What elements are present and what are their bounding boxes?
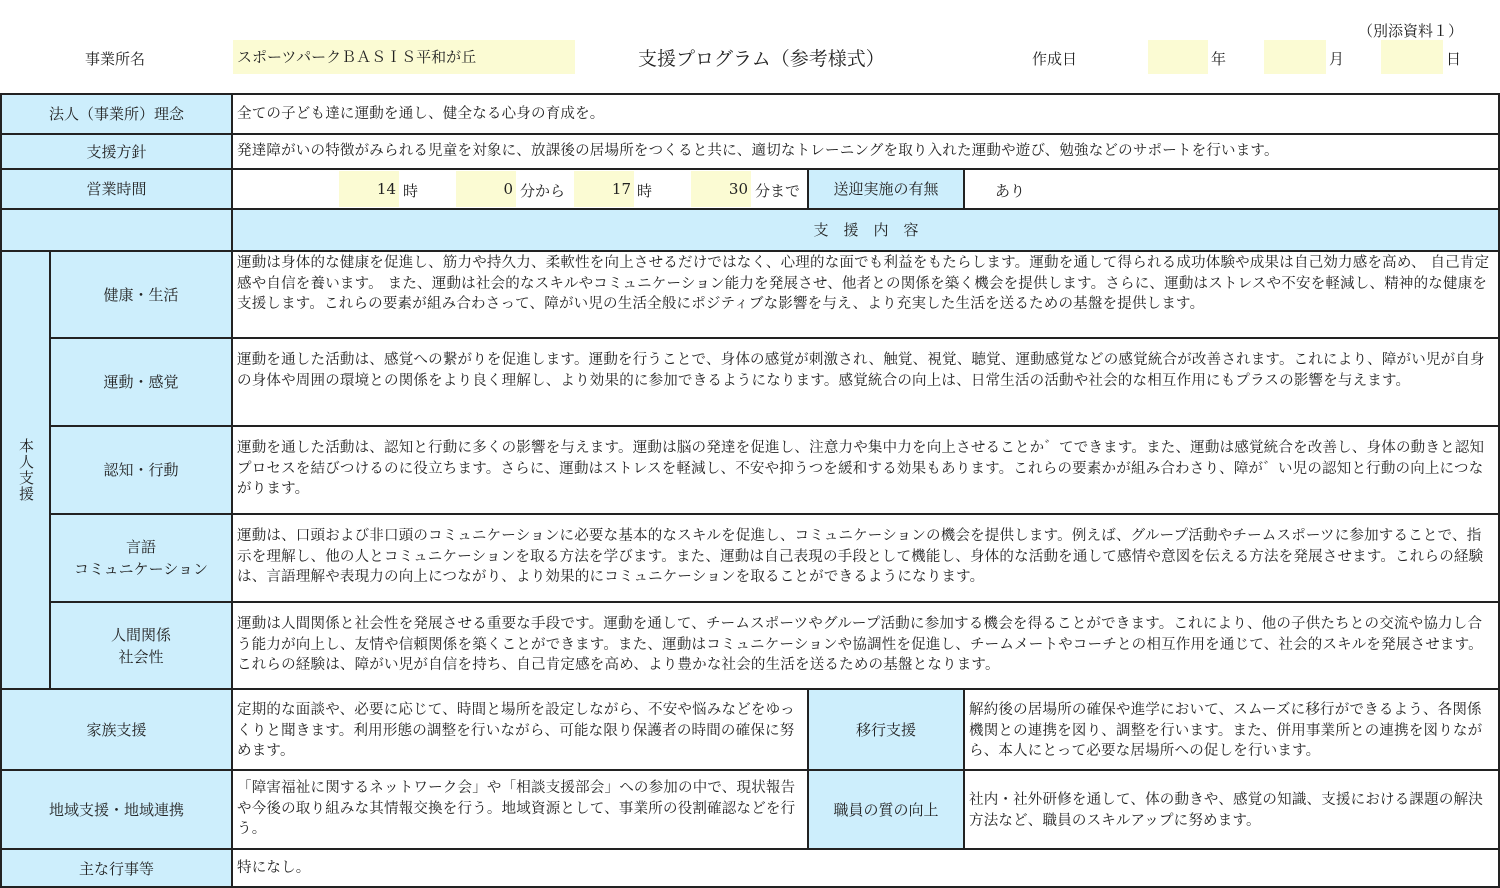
start-min-field[interactable]: 0 — [456, 171, 516, 207]
start-hour-field[interactable]: 14 — [339, 171, 399, 207]
social-label-line1: 人間関係 — [110, 625, 171, 644]
personal-support-text: 本人支援 — [17, 438, 35, 502]
end-min-unit: 分まで — [755, 182, 801, 200]
philosophy-label: 法人（事業所）理念 — [1, 94, 232, 134]
policy-label: 支援方針 — [1, 134, 232, 169]
created-date-label: 作成日 — [1032, 50, 1078, 68]
start-min-unit: 分から — [520, 182, 566, 200]
start-hour-unit: 時 — [403, 182, 419, 200]
month-label: 月 — [1329, 50, 1345, 68]
family-support-text: 定期的な面談や、必要に応じて、時間と場所を設定しながら、不安や悩みなどをゆっくりと聞きます。利用形態の調整を行いながら、可能な限り保護者の時間の確保に努めます。 — [237, 702, 795, 759]
language-communication-text: 運動は、口頭および非口頭のコミュニケーションに必要な基本的なスキルを促進し、コミュニケーションの機会を提供します。例えば、グループ活動やチームスポーツに参加することで、指示を理解し、他の人とコミュニケーションを取る方法を学びます。また、運動は自己表現の手段として機能し、身体的な活動を通して感情や意図を伝える方法を発展させます。これらの経験は、言語理解や表現力の向上につながり、より効果的にコミュニケーションを取ることができるようになります。 — [237, 528, 1484, 585]
end-min-field[interactable]: 30 — [691, 171, 751, 207]
staff-quality-text: 社内・社外研修を通して、体の動きや、感覚の知識、支援における課題の解決方法など、職員のスキルアップに努めます。 — [969, 792, 1483, 829]
year-label: 年 — [1211, 50, 1227, 68]
community-support-text: 「障害福祉に関するネットワーク会」や「相談支援部会」への参加の中で、現状報告や今後の取り組みな其情報交換を行う。地域資源として、事業所の役割確認などを行う。 — [237, 780, 796, 837]
events-label: 主な行事等 — [1, 849, 232, 888]
personal-support-label — [1, 251, 50, 689]
events-text: 特になし。 — [237, 860, 311, 877]
motor-sense-text: 運動を通した活動は、感覚への繋がりを促進します。運動を行うことで、身体の感覚が刺激され、触覚、視覚、聴覚、運動感覚などの感覚統合が改善されます。これにより、障がい児が自身の身体や周囲の環境との関係をより良く理解し、より効果的に参加できるようになります。感覚統合の向上は、日常生活の活動や社会的な相互作用にもプラスの影響を与えます。 — [237, 352, 1485, 389]
staff-quality-label: 職員の質の向上 — [808, 770, 964, 849]
motor-sense-label: 運動・感覚 — [50, 338, 232, 426]
end-hour-unit: 時 — [637, 182, 653, 200]
transition-support-text: 解約後の居場所の確保や進学において、スムーズに移行ができるよう、各関係機関との連携を図り、調整を行います。また、併用事業所との連携を図りながら、本人にとって必要な居場所への促しを行います。 — [969, 702, 1483, 759]
cognition-behavior-text: 運動を通した活動は、認知と行動に多くの影響を与えます。運動は脳の発達を促進し、注意力や集中力を向上させることか゛てできます。また、運動は感覚統合を改善し、身体の動きと認知プロセスを結びつけるのに役立ちます。さらに、運動はストレスを軽減し、不安や抑うつを緩和する効果もあります。これらの要素かが組み合わさり、障が゛い児の認知と行動の向上につながります。 — [237, 440, 1485, 497]
support-header-blank — [1, 209, 232, 251]
attachment-note: （別添資料１） — [1358, 22, 1464, 40]
transport-label: 送迎実施の有無 — [808, 169, 964, 209]
page-title: 支援プログラム（参考様式） — [638, 48, 885, 70]
cognition-behavior-label: 認知・行動 — [50, 426, 232, 514]
language-label-line2: コミュニケーション — [73, 560, 209, 578]
business-hours-label: 営業時間 — [1, 169, 232, 209]
social-relations-text: 運動は人間関係と社会性を発展させる重要な手段です。運動を通して、チームスポーツやグループ活動に参加する機会を得ることができます。これにより、他の子供たちとの交流や協力し合う能力が向上し、友情や信頼関係を築くことができます。また、運動はコミュニケーションや協調性を促進し、チームメートやコーチとの相互作用を通じて、社会的スキルを発展させます。これらの経験は、障がい児が自信を持ち、自己肯定感を高め、より豊かな社会的生活を送るための基盤となります。 — [237, 616, 1483, 673]
community-support-label: 地域支援・地域連携 — [1, 770, 232, 849]
office-name-field[interactable]: スポーツパークＢＡＳＩＳ平和が丘 — [233, 40, 575, 74]
transport-value: あり — [995, 182, 1026, 200]
health-life-label: 健康・生活 — [50, 251, 232, 338]
transition-support-label: 移行支援 — [808, 689, 964, 770]
support-content-header: 支 援 内 容 — [232, 209, 1500, 251]
office-label: 事業所名 — [85, 50, 146, 68]
health-life-text: 運動は身体的な健康を促進し、筋力や持久力、柔軟性を向上させるだけではなく、心理的な面でも利益をもたらします。運動を通して得られる成功体験や成果は自己効力感を高め、 自己肯定感や自信を養います。 また、運動は社会的なスキルやコミュニケーション能力を発展させ、他者との関係を築く機会を提供します。さらに、運動はストレスや不安を軽減し、精神的な健康を支援します。これらの要素が組み合わさって、障がい児の生活全般にポジティブな影響を与え、より充実した生活を送るための基盤を提供します。 — [237, 255, 1490, 312]
year-field[interactable] — [1148, 40, 1208, 74]
end-hour-field[interactable]: 17 — [574, 171, 634, 207]
language-label-line1: 言語 — [125, 538, 156, 556]
family-support-label: 家族支援 — [1, 689, 232, 770]
policy-text: 発達障がいの特徴がみられる児童を対象に、放課後の居場所をつくると共に、適切なトレーニングを取り入れた運動や遊び、勉強などのサポートを行います。 — [237, 143, 1279, 160]
day-label: 日 — [1446, 50, 1462, 68]
day-field[interactable] — [1381, 40, 1443, 74]
month-field[interactable] — [1264, 40, 1326, 74]
philosophy-text: 全ての子ども達に運動を通し、健全なる心身の育成を。 — [237, 105, 605, 122]
social-label-line2: 社会性 — [118, 647, 164, 666]
social-relations-label — [50, 602, 232, 689]
language-communication-label — [50, 514, 232, 602]
